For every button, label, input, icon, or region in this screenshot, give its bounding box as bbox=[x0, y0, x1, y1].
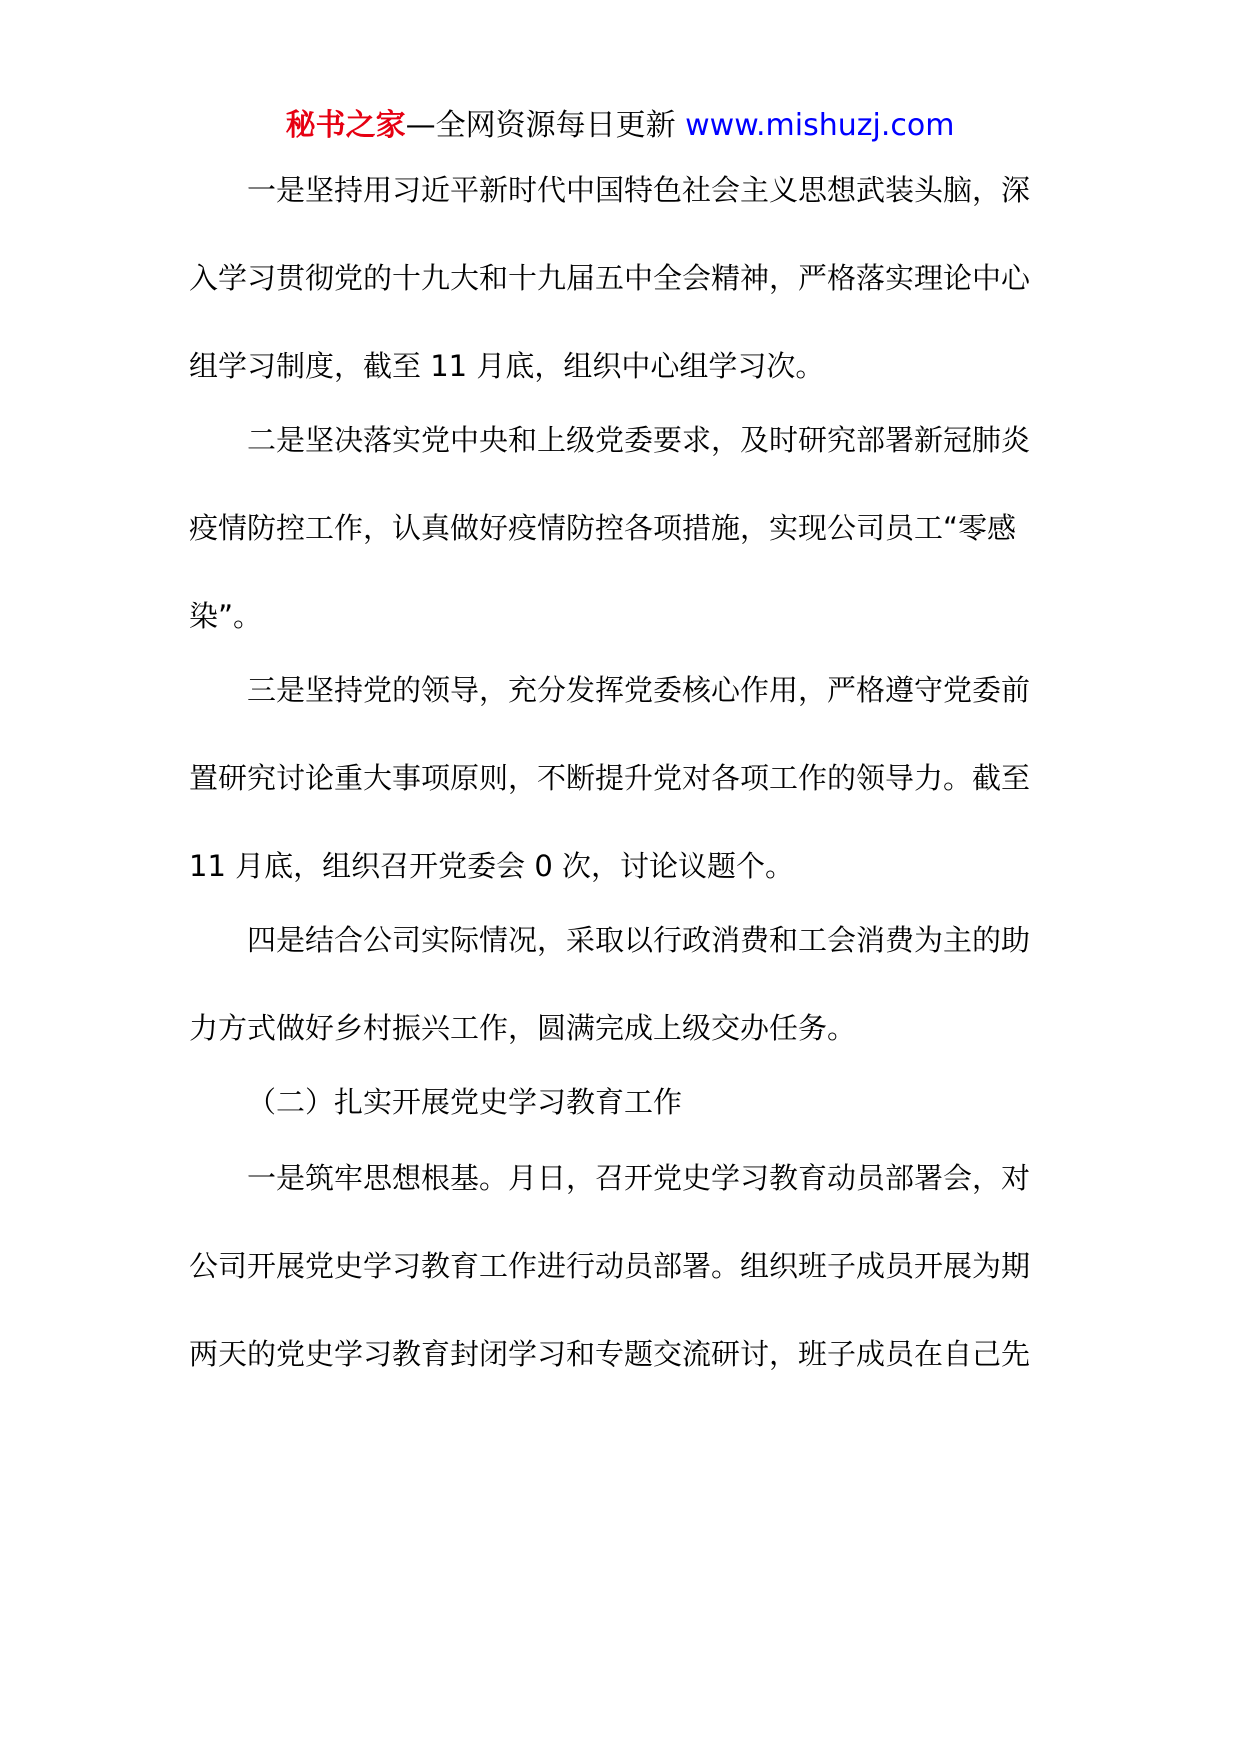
header-brand: 秘书之家 bbox=[285, 108, 406, 143]
paragraph-2-line-1: 二是坚决落实党中央和上级党委要求，及时研究部署新冠肺炎 bbox=[247, 423, 1031, 457]
site-header bbox=[0, 98, 1240, 154]
paragraph-3-line-2: 置研究讨论重大事项原则，不断提升党对各项工作的领导力。截至 bbox=[189, 761, 1031, 795]
paragraph-1-line-1: 一是坚持用习近平新时代中国特色社会主义思想武装头脑，深 bbox=[247, 173, 1031, 207]
paragraph-3-line-1: 三是坚持党的领导，充分发挥党委核心作用，严格遵守党委前 bbox=[247, 673, 1031, 707]
header-url-link[interactable]: www.mishuzj.com bbox=[685, 108, 955, 143]
paragraph-3-line-3: 11 月底，组织召开党委会 0 次，讨论议题个。 bbox=[189, 849, 795, 883]
paragraph-5-line-3: 两天的党史学习教育封闭学习和专题交流研讨，班子成员在自己先 bbox=[189, 1337, 1031, 1371]
paragraph-4-line-1: 四是结合公司实际情况，采取以行政消费和工会消费为主的助 bbox=[247, 923, 1031, 957]
header-tagline: —全网资源每日更新 bbox=[405, 108, 686, 143]
paragraph-2-line-3: 染”。 bbox=[189, 599, 263, 633]
section-heading: （二）扎实开展党史学习教育工作 bbox=[247, 1085, 683, 1119]
paragraph-2-line-2: 疫情防控工作，认真做好疫情防控各项措施，实现公司员工“零感 bbox=[189, 511, 1017, 545]
paragraph-1-line-3: 组学习制度，截至 11 月底，组织中心组学习次。 bbox=[189, 349, 825, 383]
paragraph-5-line-1: 一是筑牢思想根基。月日，召开党史学习教育动员部署会，对 bbox=[247, 1161, 1031, 1195]
paragraph-5-line-2: 公司开展党史学习教育工作进行动员部署。组织班子成员开展为期 bbox=[189, 1249, 1031, 1283]
paragraph-4-line-2: 力方式做好乡村振兴工作，圆满完成上级交办任务。 bbox=[189, 1011, 857, 1045]
paragraph-1-line-2: 入学习贯彻党的十九大和十九届五中全会精神，严格落实理论中心 bbox=[189, 261, 1031, 295]
